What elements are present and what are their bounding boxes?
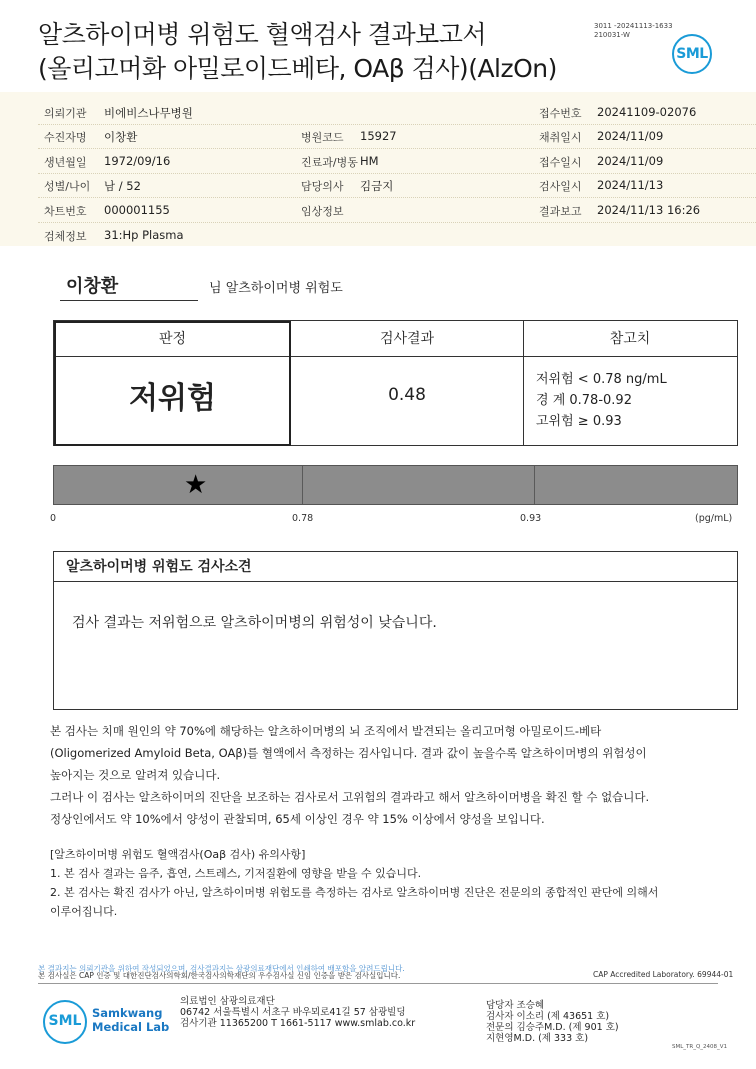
scale-tick-0-93: 0.93	[520, 513, 542, 524]
description-line: 그러나 이 검사는 알츠하이머의 진단을 보조하는 검사로서 고위험의 결과라고 해서 알츠하이머병을 확진 할 수 없습니다.	[50, 790, 650, 804]
patient-name-label: 수진자명	[44, 131, 87, 144]
chart-no-label: 차트번호	[44, 205, 87, 218]
description-line: 본 검사는 치매 원인의 약 70%에 해당하는 알츠하이머병의 뇌 조직에서 발견되는 올리고머형 아밀로이드-베타	[50, 724, 602, 738]
reference-ranges	[536, 369, 667, 432]
receipt-date-value: 2024/11/09	[597, 154, 664, 168]
column-header-result: 검사결과	[291, 321, 523, 357]
birth-date-value: 1972/09/16	[104, 154, 171, 168]
precaution-item: 1. 본 검사 결과는 음주, 흡연, 스트레스, 기저질환에 영향을 받을 수 있습니다.	[50, 867, 422, 880]
report-title	[38, 18, 557, 86]
report-date-value: 2024/11/13 16:26	[597, 203, 701, 217]
test-date-label: 검사일시	[539, 180, 582, 193]
precautions-heading: [알츠하이머병 위험도 혈액검사(Oaβ 검사) 유의사항]	[50, 848, 306, 861]
info-divider	[38, 197, 756, 198]
footer-accreditation-notice: 본 검사실은 CAP 인증 및 대한진단검사의학회/한국검사의학재단의 우수검사실 신임 인증을 받은 검사실입니다.	[38, 971, 401, 980]
receipt-no-label: 접수번호	[539, 107, 582, 120]
footer-divider	[38, 983, 718, 984]
document-code	[594, 22, 673, 40]
brand-line1: Samkwang	[92, 1006, 163, 1020]
collection-date-value: 2024/11/09	[597, 129, 664, 143]
form-number: SML_TR_Q_2408_V1	[672, 1044, 728, 1050]
document-code-line1: 3011 -20241113-1633	[594, 22, 673, 30]
reference-borderline: 경 계 0.78-0.92	[536, 393, 632, 408]
hospital-code-value: 15927	[360, 129, 397, 143]
staff-line: 전문의 김승주M.D. (제 901 호)	[486, 1022, 619, 1033]
org-contact: 검사기관 11365200 T 1661-5117 www.smlab.co.kr	[180, 1018, 416, 1029]
clinical-info-label: 임상정보	[301, 205, 344, 218]
department-label: 진료과/병동	[301, 156, 358, 169]
table-column-divider	[523, 321, 524, 445]
scale-divider-0-78	[302, 466, 303, 504]
hospital-code-label: 병원코드	[301, 131, 344, 144]
specimen-value: 31:Hp Plasma	[104, 228, 184, 242]
staff-line: 검사자 이소리 (제 43651 호)	[486, 1011, 610, 1022]
finding-text: 검사 결과는 저위험으로 알츠하이머병의 위험성이 낮습니다.	[72, 615, 437, 631]
patient-heading-name: 이창환	[60, 272, 198, 301]
description-line: 정상인에서도 약 10%에서 양성이 관찰되며, 65세 이상인 경우 약 15% 이상에서 양성을 보입니다.	[50, 812, 545, 826]
finding-heading: 알츠하이머병 위험도 검사소견	[54, 552, 737, 582]
report-title-line1: 알츠하이머병 위험도 혈액검사 결과보고서	[38, 20, 487, 49]
risk-scale-bar	[53, 465, 738, 505]
receipt-date-label: 접수일시	[539, 156, 582, 169]
info-divider	[38, 148, 756, 149]
result-table	[53, 320, 738, 446]
org-address: 06742 서울특별시 서초구 바우뫼로41길 57 삼광빌딩	[180, 1007, 406, 1018]
staff-info	[486, 1000, 619, 1044]
specimen-label: 검체정보	[44, 230, 87, 243]
judgement-value: 저위험	[129, 381, 216, 416]
scale-tick-0: 0	[50, 513, 57, 524]
document-code-line2: 210031-W	[594, 31, 630, 39]
chart-no-value: 000001155	[104, 203, 170, 217]
doctor-value: 김금지	[360, 179, 394, 193]
collection-date-label: 채취일시	[539, 131, 582, 144]
organization-info	[180, 996, 415, 1029]
patient-info-panel	[0, 92, 756, 246]
doctor-label: 담당의사	[301, 180, 344, 193]
result-value: 0.48	[388, 385, 426, 405]
sml-logo-text: SML	[676, 46, 708, 62]
reference-high: 고위험 ≥ 0.93	[536, 414, 622, 429]
report-date-label: 결과보고	[539, 205, 582, 218]
precaution-item-continued: 이루어집니다.	[50, 905, 118, 918]
star-icon: ★	[184, 470, 208, 500]
description-line: 높아지는 것으로 알려져 있습니다.	[50, 768, 221, 782]
sex-age-label: 성별/나이	[44, 180, 91, 193]
patient-name-value: 이창환	[104, 130, 138, 144]
staff-line: 지현영M.D. (제 333 호)	[486, 1033, 589, 1044]
staff-line: 담당자 조승혜	[486, 1000, 545, 1011]
sex-age-value: 남 / 52	[104, 179, 141, 193]
finding-box	[53, 551, 738, 710]
brand-name	[92, 1006, 169, 1034]
report-title-line2: (올리고머화 아밀로이드베타, OAβ 검사)(AlzOn)	[38, 54, 557, 83]
requesting-org-value: 비에비스나무병원	[104, 106, 193, 120]
test-date-value: 2024/11/13	[597, 178, 664, 192]
scale-unit: (pg/mL)	[695, 513, 733, 524]
birth-date-label: 생년월일	[44, 156, 87, 169]
reference-low: 저위험 < 0.78 ng/mL	[536, 372, 667, 387]
sml-logo-icon	[43, 1000, 87, 1044]
patient-heading-suffix: 님 알츠하이머병 위험도	[209, 281, 343, 296]
department-value: HM	[360, 154, 379, 168]
sml-logo-icon	[672, 34, 712, 74]
org-name: 의료법인 삼광의료재단	[180, 996, 275, 1007]
info-divider	[38, 124, 756, 125]
scale-divider-0-93	[534, 466, 535, 504]
info-divider	[38, 222, 756, 223]
column-header-judgement: 판정	[54, 321, 291, 357]
requesting-org-label: 의뢰기관	[44, 107, 87, 120]
footer-notice-watermark: 본 결과지는 의뢰기관을 위하여 작성되었으며, 검사결과지는 삼광의료재단에서 인쇄하여 배포함을 알려드립니다.	[38, 964, 405, 973]
cap-accreditation: CAP Accredited Laboratory. 69944-01	[593, 970, 734, 979]
brand-line2: Medical Lab	[92, 1020, 170, 1034]
info-divider	[38, 173, 756, 174]
description-line: (Oligomerized Amyloid Beta, OAβ)를 혈액에서 측정하는 검사입니다. 결과 값이 높을수록 알츠하이머병의 위험성이	[50, 746, 647, 760]
precautions	[50, 845, 750, 921]
precaution-item: 2. 본 검사는 확진 검사가 아닌, 알츠하이머병 위험도를 측정하는 검사로 알츠하이머병 진단은 전문의의 종합적인 판단에 의해서	[50, 886, 659, 899]
receipt-no-value: 20241109-02076	[597, 105, 697, 119]
column-header-reference: 참고치	[523, 321, 737, 357]
sml-logo-text: SML	[48, 1013, 82, 1029]
scale-tick-0-78: 0.78	[292, 513, 314, 524]
test-description	[50, 720, 750, 830]
